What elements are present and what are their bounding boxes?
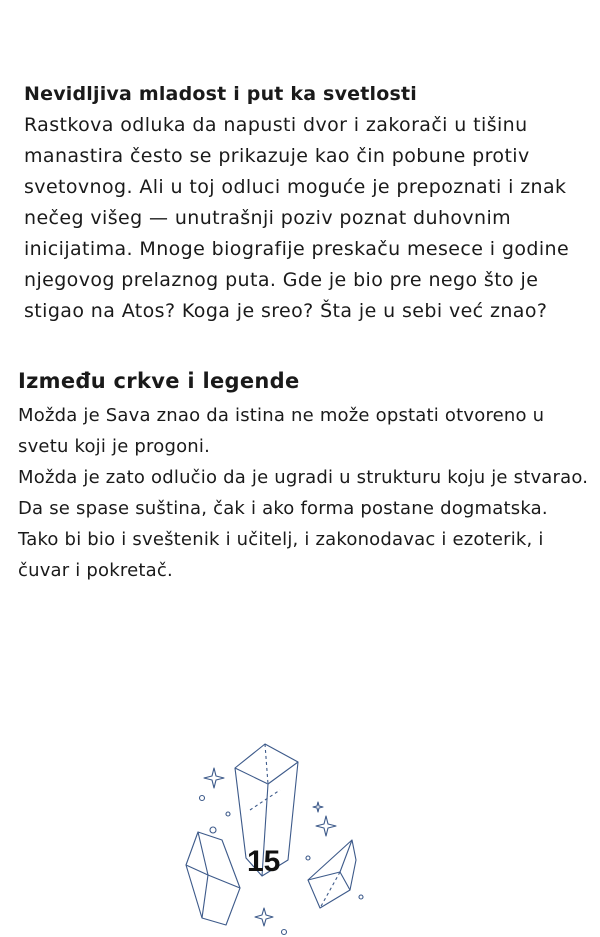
paragraph-line: Možda je Sava znao da istina ne može opstati otvoreno u svetu koji je progoni. xyxy=(18,405,545,457)
section-heading: Između crkve i legende xyxy=(18,369,300,393)
section-invisible-youth xyxy=(24,80,584,327)
section-church-legend xyxy=(18,366,596,586)
page-number: 15 xyxy=(247,845,281,878)
paragraph-line: Tako bi bio i sveštenik i učitelj, i zakonodavac i ezoterik, i čuvar i pokretač. xyxy=(18,529,544,581)
crystals-icon xyxy=(180,740,380,937)
paragraph-line: Možda je zato odlučio da je ugradi u strukturu koju je stvarao. xyxy=(18,467,589,488)
section-heading: Nevidljiva mladost i put ka svetlosti xyxy=(24,83,417,105)
paragraph-line: Da se spase suština, čak i ako forma postane dogmatska. xyxy=(18,498,548,519)
section-paragraph: Rastkova odluka da napusti dvor i zakorači u tišinu manastira često se prikazuje kao čin pobune protiv svetovnog. Ali u toj odluci moguće je prepoznati i znak nečeg višeg — unutrašnji poziv poznat duhovnim inicijatima. Mnoge biografije preskaču mesece i godine njegovog prelaznog puta. Gde je bio pre nego što je stigao na Atos? Koga je sreo? Šta je u sebi već znao? xyxy=(24,114,570,322)
